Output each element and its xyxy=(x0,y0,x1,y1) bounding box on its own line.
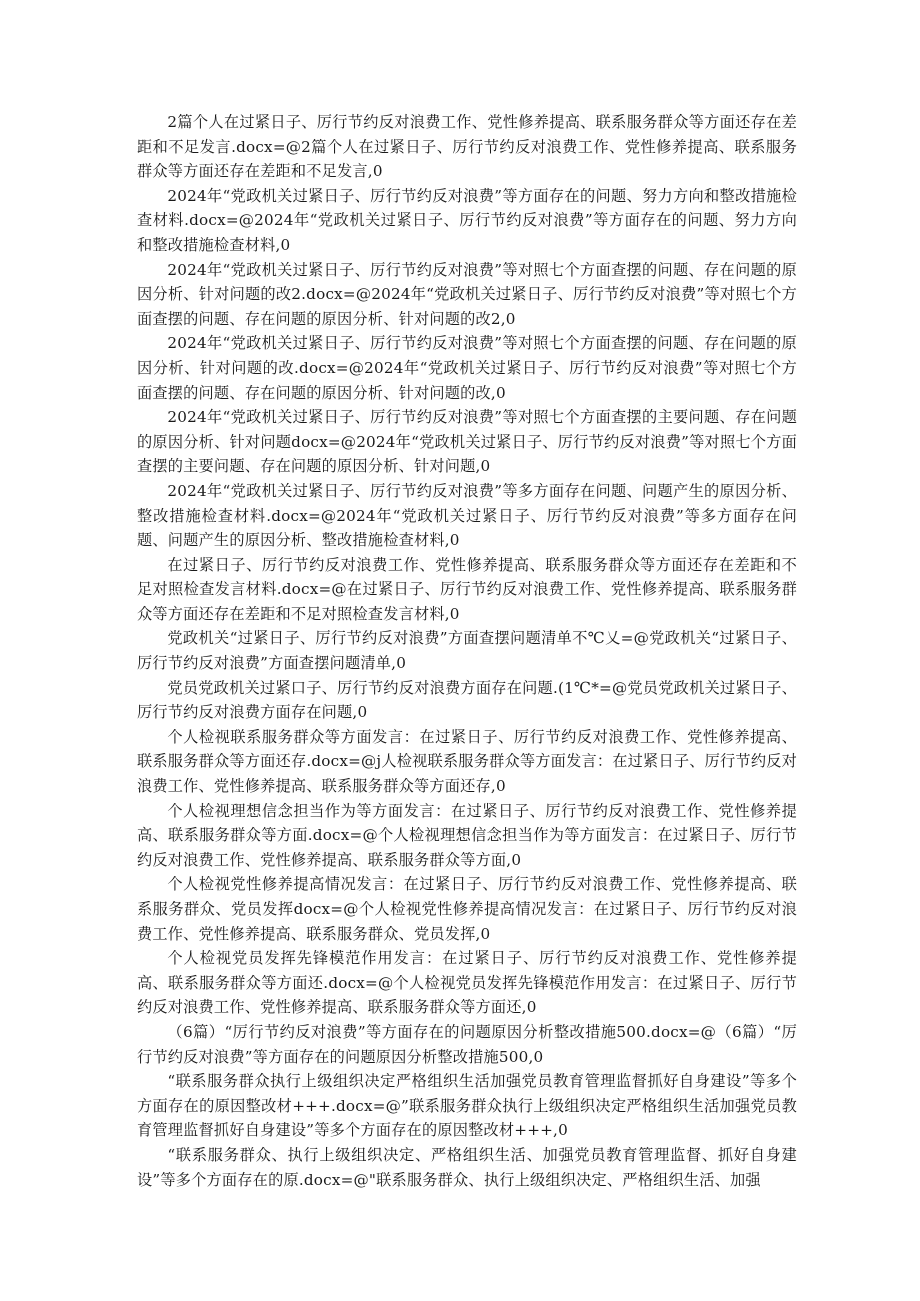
paragraph-10: 个人检视联系服务群众等方面发言：在过紧日子、厉行节约反对浪费工作、党性修养提高、联系服务群众等方面还存.docx=@j人检视联系服务群众等方面发言：在过紧日子、厉行节约反对浪费工作、党性修养提高、联系服务群众等方面还存,0 xyxy=(137,727,797,796)
paragraph-9: 党员党政机关过紧口子、厉行节约反对浪费方面存在问题.(1℃*=@党员党政机关过紧日子、厉行节约反对浪费方面存在问题,0 xyxy=(137,678,797,722)
paragraph-2: 2024年“党政机关过紧日子、厉行节约反对浪费”等方面存在的问题、努力方向和整改措施检查材料.docx=@2024年“党政机关过紧日子、厉行节约反对浪费”等方面存在的问题、努力方向和整改措施检查材料,0 xyxy=(137,186,797,254)
paragraph-11: 个人检视理想信念担当作为等方面发言：在过紧日子、厉行节约反对浪费工作、党性修养提高、联系服务群众等方面.docx=@个人检视理想信念担当作为等方面发言：在过紧日子、厉行节约反对浪费工作、党性修养提高、联系服务群众等方面,0 xyxy=(137,801,797,869)
paragraph-14: （6篇）“厉行节约反对浪费”等方面存在的问题原因分析整改措施500.docx=@（6篇）“厉行节约反对浪费”等方面存在的问题原因分析整改措施500,0 xyxy=(137,1022,797,1066)
paragraph-6: 2024年“党政机关过紧日子、厉行节约反对浪费”等多方面存在问题、问题产生的原因分析、整改措施检查材料.docx=@2024年“党政机关过紧日子、厉行节约反对浪费”等多方面存在问题、问题产生的原因分析、整改措施检查材料,0 xyxy=(137,481,797,550)
paragraph-15: “联系服务群众执行上级组织决定严格组织生活加强党员教育管理监督抓好自身建设”等多个方面存在的原因整改材+++.docx=@”联系服务群众执行上级组织决定严格组织生活加强党员教育管理监督抓好自身建设”等多个方面存在的原因整改材+++,0 xyxy=(137,1072,797,1140)
paragraph-16: “联系服务群众、执行上级组织决定、严格组织生活、加强党员教育管理监督、抓好自身建设”等多个方面存在的原.docx=@"联系服务群众、执行上级组织决定、严格组织生活、加强 xyxy=(137,1145,797,1189)
paragraph-4: 2024年“党政机关过紧日子、厉行节约反对浪费”等对照七个方面查摆的问题、存在问题的原因分析、针对问题的改.docx=@2024年“党政机关过紧日子、厉行节约反对浪费”等对照七个方面查摆的问题、存在问题的原因分析、针对问题的改,0 xyxy=(137,334,797,402)
paragraph-3: 2024年“党政机关过紧日子、厉行节约反对浪费”等对照七个方面查摆的问题、存在问题的原因分析、针对问题的改2.docx=@2024年“党政机关过紧日子、厉行节约反对浪费”等对照七个方面查摆的问题、存在问题的原因分析、针对问题的改2,0 xyxy=(137,260,797,328)
document-body xyxy=(137,110,797,1192)
paragraph-1: 2篇个人在过紧日子、厉行节约反对浪费工作、党性修养提高、联系服务群众等方面还存在差距和不足发言.docx=@2篇个人在过紧日子、厉行节约反对浪费工作、党性修养提高、联系服务群众等方面还存在差距和不足发言,0 xyxy=(137,113,797,181)
paragraph-7: 在过紧日子、厉行节约反对浪费工作、党性修养提高、联系服务群众等方面还存在差距和不足对照检查发言材料.docx=@在过紧日子、厉行节约反对浪费工作、党性修养提高、联系服务群众等方面还存在差距和不足对照检查发言材料,0 xyxy=(137,555,797,623)
paragraph-8: 党政机关“过紧日子、厉行节约反对浪费”方面查摆问题清单不℃乂=@党政机关“过紧日子、厉行节约反对浪费”方面查摆问题清单,0 xyxy=(137,629,797,673)
paragraph-5: 2024年“党政机关过紧日子、厉行节约反对浪费”等对照七个方面查摆的主要问题、存在问题的原因分析、针对问题docx=@2024年“党政机关过紧日子、厉行节约反对浪费”等对照七个方面查摆的主要问题、存在问题的原因分析、针对问题,0 xyxy=(137,408,797,476)
paragraph-12: 个人检视党性修养提高情况发言：在过紧日子、厉行节约反对浪费工作、党性修养提高、联系服务群众、党员发挥docx=@个人检视党性修养提高情况发言：在过紧日子、厉行节约反对浪费工作、党性修养提高、联系服务群众、党员发挥,0 xyxy=(137,875,797,943)
paragraph-13: 个人检视党员发挥先锋模范作用发言：在过紧日子、厉行节约反对浪费工作、党性修养提高、联系服务群众等方面还.docx=@个人检视党员发挥先锋模范作用发言：在过紧日子、厉行节约反对浪费工作、党性修养提高、联系服务群众等方面还,0 xyxy=(137,949,797,1017)
